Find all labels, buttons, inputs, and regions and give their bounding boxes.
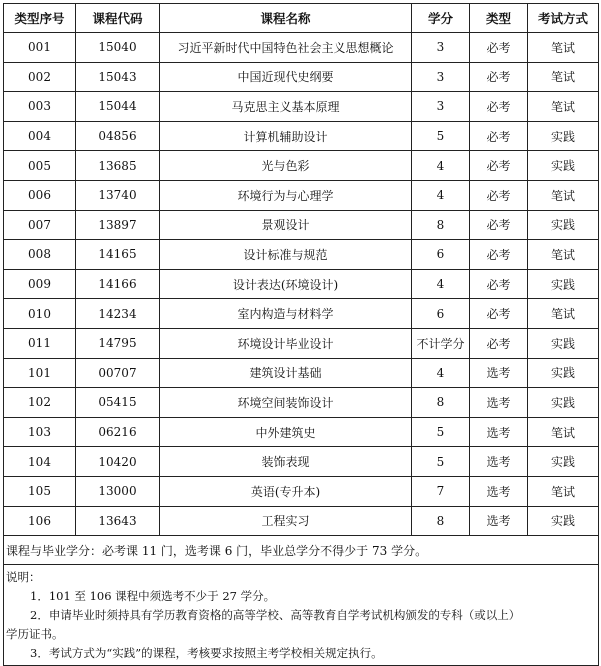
header-code: 课程代码 — [76, 4, 160, 33]
header-name: 课程名称 — [160, 4, 412, 33]
cell-name: 工程实习 — [160, 506, 412, 536]
cell-type: 选考 — [470, 358, 528, 388]
cell-credit: 4 — [412, 151, 470, 181]
cell-name: 设计表达(环境设计) — [160, 269, 412, 299]
cell-seq: 105 — [4, 476, 76, 506]
cell-type: 必考 — [470, 92, 528, 122]
cell-type: 必考 — [470, 299, 528, 329]
table-row — [4, 299, 599, 329]
cell-type: 选考 — [470, 417, 528, 447]
cell-code: 10420 — [76, 447, 160, 477]
cell-exam: 实践 — [528, 210, 599, 240]
cell-code: 00707 — [76, 358, 160, 388]
course-table — [3, 3, 599, 666]
cell-code: 15044 — [76, 92, 160, 122]
note-item-1: 1．101 至 106 课程中须选考不少于 27 学分。 — [30, 589, 276, 604]
cell-exam: 实践 — [528, 121, 599, 151]
cell-credit: 4 — [412, 269, 470, 299]
cell-seq: 010 — [4, 299, 76, 329]
cell-credit: 8 — [412, 388, 470, 418]
header-row — [4, 4, 599, 33]
table-row — [4, 33, 599, 63]
cell-name: 中外建筑史 — [160, 417, 412, 447]
cell-seq: 003 — [4, 92, 76, 122]
table-row — [4, 417, 599, 447]
cell-seq: 006 — [4, 180, 76, 210]
cell-code: 13740 — [76, 180, 160, 210]
cell-exam: 实践 — [528, 151, 599, 181]
cell-type: 选考 — [470, 447, 528, 477]
cell-type: 必考 — [470, 210, 528, 240]
cell-exam: 实践 — [528, 388, 599, 418]
cell-credit: 5 — [412, 121, 470, 151]
cell-code: 14165 — [76, 240, 160, 270]
cell-name: 环境行为与心理学 — [160, 180, 412, 210]
table-row — [4, 180, 599, 210]
cell-seq: 106 — [4, 506, 76, 536]
cell-name: 英语(专升本) — [160, 476, 412, 506]
cell-credit: 7 — [412, 476, 470, 506]
cell-name: 环境空间装饰设计 — [160, 388, 412, 418]
cell-seq: 104 — [4, 447, 76, 477]
table-row — [4, 447, 599, 477]
cell-code: 13685 — [76, 151, 160, 181]
cell-code: 14166 — [76, 269, 160, 299]
cell-name: 室内构造与材料学 — [160, 299, 412, 329]
cell-exam: 笔试 — [528, 180, 599, 210]
cell-seq: 004 — [4, 121, 76, 151]
cell-credit: 5 — [412, 417, 470, 447]
cell-seq: 008 — [4, 240, 76, 270]
course-table-container — [3, 3, 598, 666]
cell-code: 13643 — [76, 506, 160, 536]
table-row — [4, 92, 599, 122]
cell-type: 选考 — [470, 388, 528, 418]
cell-type: 必考 — [470, 151, 528, 181]
cell-exam: 笔试 — [528, 33, 599, 63]
header-exam: 考试方式 — [528, 4, 599, 33]
cell-code: 04856 — [76, 121, 160, 151]
cell-name: 计算机辅助设计 — [160, 121, 412, 151]
cell-credit: 不计学分 — [412, 328, 470, 358]
cell-exam: 笔试 — [528, 476, 599, 506]
note-item-3: 3．考试方式为“实践”的课程，考核要求按照主考学校相关规定执行。 — [30, 646, 383, 661]
cell-exam: 笔试 — [528, 299, 599, 329]
table-row — [4, 240, 599, 270]
cell-exam: 笔试 — [528, 417, 599, 447]
cell-credit: 3 — [412, 92, 470, 122]
header-credit: 学分 — [412, 4, 470, 33]
cell-exam: 实践 — [528, 506, 599, 536]
cell-exam: 实践 — [528, 328, 599, 358]
cell-code: 06216 — [76, 417, 160, 447]
cell-exam: 实践 — [528, 358, 599, 388]
cell-type: 必考 — [470, 180, 528, 210]
cell-type: 选考 — [470, 476, 528, 506]
cell-type: 选考 — [470, 506, 528, 536]
note-item-2: 2．申请毕业时须持具有学历教育资格的高等学校、高等教育自学考试机构颁发的专科（或以上） — [30, 608, 521, 623]
course-table-body — [4, 33, 599, 666]
table-row — [4, 62, 599, 92]
notes-row — [4, 565, 599, 666]
table-row — [4, 328, 599, 358]
cell-code: 13000 — [76, 476, 160, 506]
table-row — [4, 210, 599, 240]
cell-name: 装饰表现 — [160, 447, 412, 477]
cell-seq: 102 — [4, 388, 76, 418]
cell-type: 必考 — [470, 33, 528, 63]
cell-type: 必考 — [470, 269, 528, 299]
cell-exam: 实践 — [528, 447, 599, 477]
cell-credit: 4 — [412, 358, 470, 388]
cell-exam: 笔试 — [528, 240, 599, 270]
table-row — [4, 121, 599, 151]
cell-name: 景观设计 — [160, 210, 412, 240]
table-row — [4, 151, 599, 181]
cell-name: 习近平新时代中国特色社会主义思想概论 — [160, 33, 412, 63]
cell-exam: 笔试 — [528, 92, 599, 122]
table-row — [4, 269, 599, 299]
cell-exam: 笔试 — [528, 62, 599, 92]
cell-credit: 6 — [412, 299, 470, 329]
summary-row — [4, 536, 599, 565]
cell-seq: 009 — [4, 269, 76, 299]
cell-seq: 101 — [4, 358, 76, 388]
cell-credit: 5 — [412, 447, 470, 477]
cell-exam: 实践 — [528, 269, 599, 299]
cell-name: 光与色彩 — [160, 151, 412, 181]
header-type: 类型 — [470, 4, 528, 33]
cell-code: 15040 — [76, 33, 160, 63]
notes-cell — [4, 565, 599, 666]
cell-seq: 011 — [4, 328, 76, 358]
cell-code: 15043 — [76, 62, 160, 92]
graduation-credit-summary: 课程与毕业学分：必考课 11 门，选考课 6 门，毕业总学分不得少于 73 学分。 — [4, 536, 599, 565]
header-seq: 类型序号 — [4, 4, 76, 33]
cell-credit: 3 — [412, 62, 470, 92]
cell-code: 14234 — [76, 299, 160, 329]
cell-name: 环境设计毕业设计 — [160, 328, 412, 358]
note-item-2-continued: 学历证书。 — [6, 627, 64, 642]
cell-credit: 6 — [412, 240, 470, 270]
table-row — [4, 476, 599, 506]
table-row — [4, 388, 599, 418]
cell-type: 必考 — [470, 121, 528, 151]
cell-code: 13897 — [76, 210, 160, 240]
cell-credit: 8 — [412, 210, 470, 240]
cell-type: 必考 — [470, 62, 528, 92]
table-row — [4, 358, 599, 388]
cell-credit: 4 — [412, 180, 470, 210]
cell-name: 设计标准与规范 — [160, 240, 412, 270]
cell-credit: 3 — [412, 33, 470, 63]
cell-seq: 005 — [4, 151, 76, 181]
table-row — [4, 506, 599, 536]
cell-name: 建筑设计基础 — [160, 358, 412, 388]
cell-code: 14795 — [76, 328, 160, 358]
cell-seq: 103 — [4, 417, 76, 447]
cell-name: 中国近现代史纲要 — [160, 62, 412, 92]
cell-seq: 007 — [4, 210, 76, 240]
cell-type: 必考 — [470, 240, 528, 270]
cell-credit: 8 — [412, 506, 470, 536]
cell-seq: 001 — [4, 33, 76, 63]
notes-title: 说明： — [6, 570, 41, 585]
cell-code: 05415 — [76, 388, 160, 418]
cell-type: 必考 — [470, 328, 528, 358]
cell-seq: 002 — [4, 62, 76, 92]
cell-name: 马克思主义基本原理 — [160, 92, 412, 122]
